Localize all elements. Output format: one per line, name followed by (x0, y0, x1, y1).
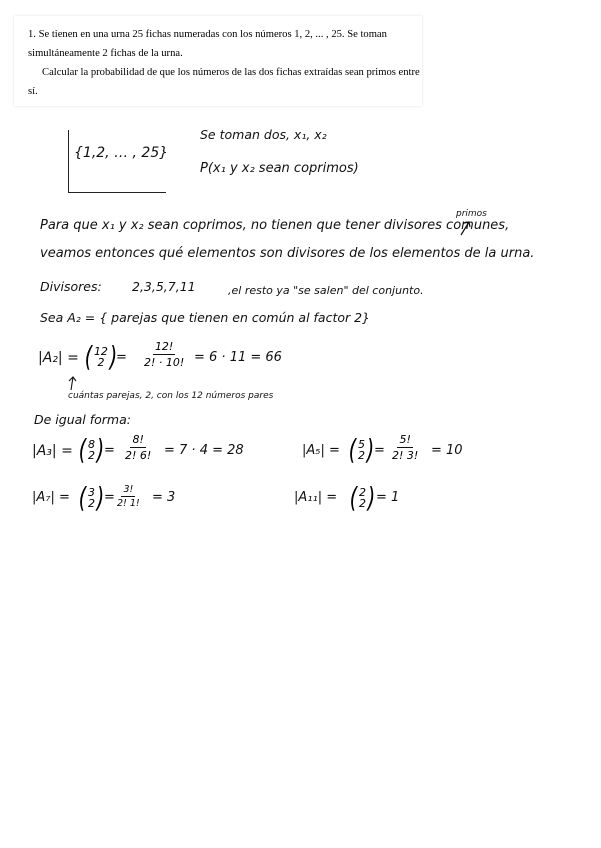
a3-fraction (125, 433, 151, 462)
a2-binomial-bottom: 2 (97, 355, 105, 369)
a11-result: = 1 (376, 490, 400, 505)
a7-numerator: 3! (123, 484, 134, 495)
a3-binomial-top: 8 (87, 437, 95, 451)
arrow-up-icon (66, 374, 80, 392)
a2-numerator: 12! (154, 340, 174, 353)
a5-numerator: 5! (399, 433, 411, 446)
a5-label: |A₅| = (302, 443, 340, 458)
a5-binomial: ( 5 2 ) (348, 433, 375, 466)
a7-denominator: 2! 1! (117, 498, 140, 509)
a2-binomial: ( 12 2 ) (84, 340, 118, 373)
a7-binomial-top: 3 (87, 485, 95, 499)
a11-binomial: ( 2 2 ) (349, 481, 376, 514)
a7-label: |A₇| = (32, 490, 70, 505)
a11-binomial-bottom: 2 (358, 496, 366, 510)
a2-result: = 6 · 11 = 66 (194, 350, 282, 365)
a7-binomial-bottom: 2 (87, 496, 95, 510)
a11-binomial-top: 2 (358, 485, 366, 499)
primos-annotation: primos (456, 209, 487, 219)
a5-binomial-bottom: 2 (357, 448, 365, 462)
a5-result: = 10 (431, 443, 463, 458)
a5-binomial-top: 5 (357, 437, 365, 451)
a2-denominator: 2! · 10! (144, 356, 185, 369)
a2-binomial-top: 12 (93, 344, 108, 358)
divisores-label: Divisores: (40, 279, 102, 294)
set-box (68, 130, 169, 193)
problem-line-2: Calcular la probabilidad de que los números de las dos fichas extraídas sean primos entre sí. (28, 67, 420, 97)
problem-line-1: 1. Se tienen en una urna 25 fichas numeradas con los números 1, 2, ... , 25. Se toman simultáneamente 2 fichas de la urna. (28, 29, 387, 59)
a3-binomial: ( 8 2 ) (78, 433, 105, 466)
a2-equals: = (116, 350, 127, 365)
veamos-line: veamos entonces qué elementos son divisores de los elementos de la urna. (40, 246, 535, 261)
se-toman-text: Se toman dos, x₁, x₂ (200, 127, 327, 142)
sea-definition: Sea A₂ = { parejas que tienen en común al factor 2} (40, 310, 371, 325)
a7-fraction (117, 484, 140, 509)
a3-label: |A₃| = (32, 443, 73, 459)
a3-result: = 7 · 4 = 28 (164, 443, 244, 458)
a3-denominator: 2! 6! (125, 449, 152, 462)
set-notation: {1,2, … , 25} (74, 145, 169, 161)
a3-equals: = (104, 443, 115, 458)
a5-equals: = (374, 443, 385, 458)
probability-expression: P(x₁ y x₂ sean coprimos) (200, 161, 359, 176)
resto-text: ,el resto ya "se salen" del conjunto. (228, 284, 424, 297)
de-igual-forma: De igual forma: (34, 412, 131, 427)
a11-label: |A₁₁| = (294, 490, 338, 505)
a2-label: |A₂| = (38, 350, 79, 366)
a3-binomial-bottom: 2 (87, 448, 95, 462)
a7-equals: = (104, 490, 115, 505)
a7-binomial: ( 3 2 ) (78, 481, 105, 514)
a5-fraction (392, 433, 418, 462)
a2-fraction (144, 340, 184, 369)
a5-denominator: 2! 3! (392, 449, 419, 462)
a7-result: = 3 (152, 490, 176, 505)
problem-statement (14, 16, 422, 106)
divisores-values: 2,3,5,7,11 (132, 279, 196, 294)
a3-numerator: 8! (132, 433, 144, 446)
para-que-line: Para que x₁ y x₂ sean coprimos, no tienen que tener divisores comunes, (40, 218, 510, 233)
cuantas-parejas-note: cuántas parejas, 2, con los 12 números pares (68, 391, 274, 401)
